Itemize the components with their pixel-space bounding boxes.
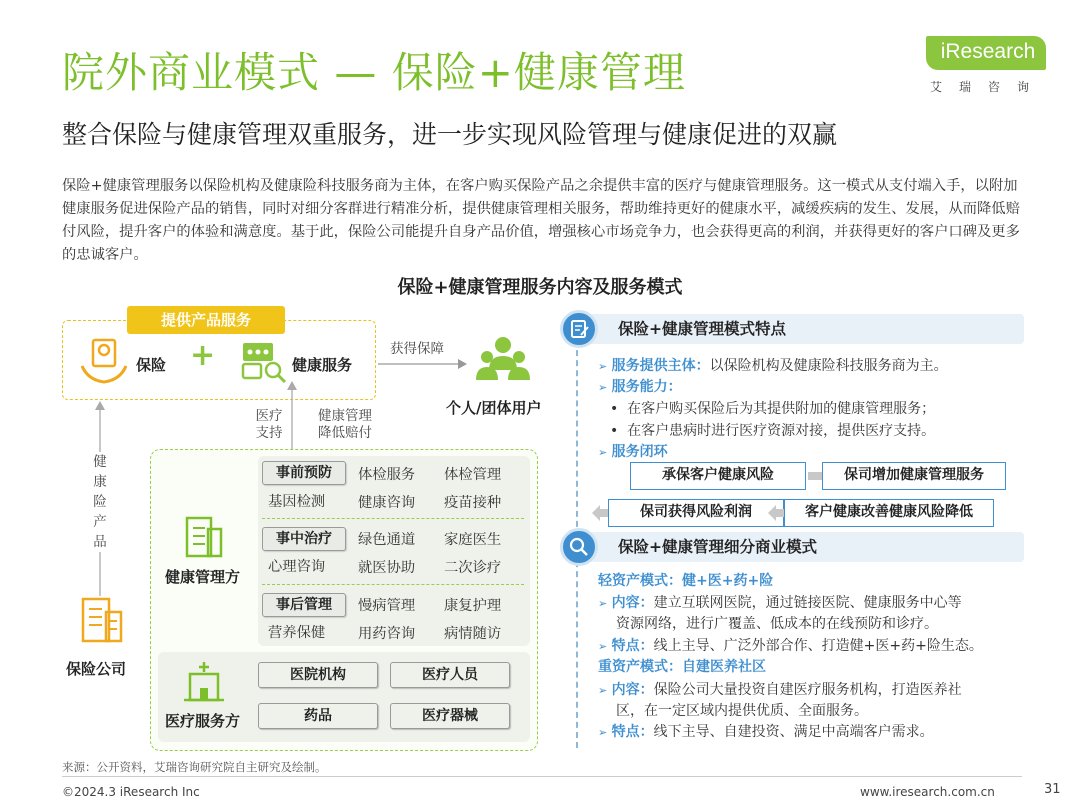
health-service-label: 健康服务 bbox=[292, 356, 353, 374]
phase-item: 用药咨询 bbox=[358, 626, 416, 642]
edit-icon bbox=[560, 310, 598, 348]
medical-support-label: 医疗 支持 bbox=[255, 408, 283, 441]
medical-staff-tag: 医疗人员 bbox=[390, 662, 510, 688]
search-icon bbox=[560, 528, 598, 566]
get-guarantee-label: 获得保障 bbox=[390, 341, 444, 357]
divider bbox=[262, 518, 524, 519]
user-label: 个人/团体用户 bbox=[446, 399, 542, 417]
insurance-hand-icon bbox=[78, 336, 130, 388]
health-service-icon bbox=[240, 340, 290, 384]
health-manager-building-icon bbox=[184, 515, 224, 559]
phase-item: 就医协助 bbox=[358, 560, 416, 576]
logo-subtitle: 艾瑞咨询 bbox=[930, 80, 1047, 94]
page-subtitle: 整合保险与健康管理双重服务，进一步实现风险管理与健康促进的双赢 bbox=[62, 120, 838, 149]
logo: iResearch bbox=[940, 40, 1036, 63]
capability-bullet: • 在客户患病时进行医疗资源对接，提供医疗支持。 bbox=[610, 423, 936, 439]
website-link[interactable]: www.iresearch.com.cn bbox=[860, 785, 995, 799]
phase-pre-prevention-tag: 事前预防 bbox=[262, 461, 346, 485]
phase-item: 健康咨询 bbox=[358, 495, 416, 511]
hospital-tag: 医院机构 bbox=[258, 662, 378, 688]
light-asset-title: 轻资产模式：健+医+药+险 bbox=[598, 573, 774, 589]
feature-row-loop: ➢ 服务闭环 bbox=[598, 444, 668, 460]
loop-step-add-service: 保司增加健康管理服务 bbox=[822, 462, 1006, 490]
heavy-asset-title: 重资产模式：自建医养社区 bbox=[598, 659, 766, 675]
hospital-icon bbox=[184, 660, 224, 702]
phase-in-treatment-tag: 事中治疗 bbox=[262, 527, 346, 551]
light-asset-content: ➢ 内容：建立互联网医院，通过链接医院、健康服务中心等 bbox=[598, 595, 962, 611]
phase-item: 体检服务 bbox=[358, 467, 416, 483]
phase-item: 基因检测 bbox=[268, 494, 326, 510]
product-service-badge: 提供产品服务 bbox=[127, 306, 285, 334]
insurer-building-icon bbox=[80, 596, 124, 646]
insurer-label: 保险公司 bbox=[66, 660, 127, 678]
medical-provider-label: 医疗服务方 bbox=[165, 712, 241, 730]
light-asset-content-cont: 资源网络，进行广覆盖、低成本的在线预防和诊疗。 bbox=[616, 616, 938, 632]
phase-post-management-tag: 事后管理 bbox=[262, 593, 346, 617]
phase-item: 疫苗接种 bbox=[444, 495, 502, 511]
divider bbox=[262, 584, 524, 585]
phase-item: 体检管理 bbox=[444, 467, 502, 483]
heavy-asset-feature: ➢ 特点：线下主导、自建投资、满足中高端客户需求。 bbox=[598, 724, 934, 740]
copyright: ©2024.3 iResearch Inc bbox=[62, 785, 200, 799]
health-manage-lower-label: 健康管理 降低赔付 bbox=[318, 408, 372, 441]
feature-row-subject: ➢ 服务提供主体：以保险机构及健康险科技服务商为主。 bbox=[598, 358, 948, 374]
medical-device-tag: 医疗器械 bbox=[390, 703, 510, 729]
phase-item: 病情随访 bbox=[444, 626, 502, 642]
feature-row-capability: ➢ 服务能力： bbox=[598, 379, 682, 395]
source-note: 来源：公开资料，艾瑞咨询研究院自主研究及绘制。 bbox=[62, 760, 327, 774]
loop-step-profit: 保司获得风险利润 bbox=[608, 499, 784, 527]
heavy-asset-content: ➢ 内容：保险公司大量投资自建医疗服务机构，打造医养社 bbox=[598, 682, 962, 698]
phase-item: 慢病管理 bbox=[358, 598, 416, 614]
health-manager-label: 健康管理方 bbox=[165, 568, 241, 586]
section-submodels-header: 保险+健康管理细分商业模式 bbox=[578, 532, 1024, 562]
plus-icon: + bbox=[190, 338, 216, 373]
phase-item: 二次诊疗 bbox=[444, 560, 502, 576]
footer-divider bbox=[62, 776, 1022, 777]
guarantee-arrow bbox=[378, 358, 468, 370]
drugs-tag: 药品 bbox=[258, 703, 378, 729]
phase-item: 康复护理 bbox=[444, 598, 502, 614]
phase-item: 家庭医生 bbox=[444, 532, 502, 548]
health-insurance-product-label: 健康险产品 bbox=[93, 454, 107, 550]
capability-bullet: • 在客户购买保险后为其提供附加的健康管理服务； bbox=[610, 401, 936, 417]
page-number: 31 bbox=[1044, 782, 1061, 797]
insurance-label: 保险 bbox=[136, 356, 167, 374]
phase-item: 绿色通道 bbox=[358, 532, 416, 548]
medical-support-arrow bbox=[284, 380, 300, 450]
loop-step-risk-reduced: 客户健康改善健康风险降低 bbox=[784, 499, 994, 527]
section-features-header: 保险+健康管理模式特点 bbox=[578, 314, 1024, 344]
heavy-asset-content-cont: 区，在一定区域内提供优质、全面服务。 bbox=[616, 703, 868, 719]
light-asset-feature: ➢ 特点：线上主导、广泛外部合作、打造健+医+药+险生态。 bbox=[598, 638, 983, 654]
intro-paragraph: 保险+健康管理服务以保险机构及健康险科技服务商为主体，在客户购买保险产品之余提供丰富的医疗与健康管理服务。这一模式从支付端入手，以附加健康服务促进保险产品的销售，同时对细分客群进行精准分析，提供健康管理相关服务，帮助维持更好的健康水平，减缓疾病的发生、发展，从而降低赔付风险，提升客户的体验和满意度。基于此，保险公司能提升自身产品价值，增强核心市场竞争力，也会获得更高的利润，并获得更好的客户口碑及更多的忠诚客户。 bbox=[62, 178, 1020, 263]
phase-item: 营养保健 bbox=[268, 625, 326, 641]
user-group-icon bbox=[476, 336, 530, 386]
diagram-title: 保险+健康管理服务内容及服务模式 bbox=[397, 277, 683, 298]
page-title: 院外商业模式 — 保险+健康管理 bbox=[62, 48, 686, 97]
phase-item: 心理咨询 bbox=[268, 559, 326, 575]
loop-step-underwrite: 承保客户健康风险 bbox=[630, 462, 806, 490]
